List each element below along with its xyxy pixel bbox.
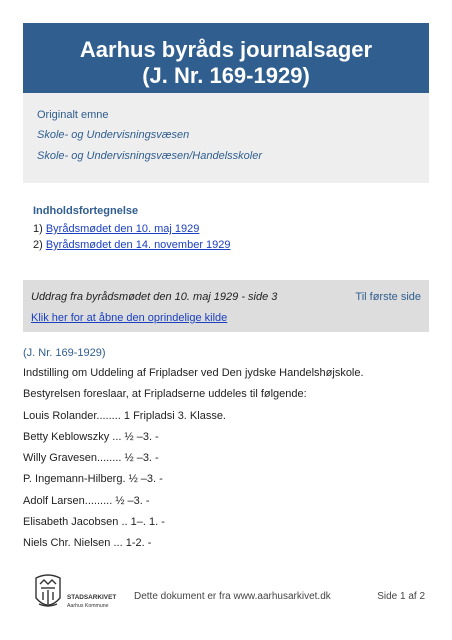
toc-item-number: 1) xyxy=(33,223,43,235)
table-of-contents xyxy=(33,205,231,253)
footer-source-text: Dette dokument er fra www.aarhusarkivet.dk xyxy=(134,591,331,602)
logo-text-line1: STADSARKIVET xyxy=(67,594,117,601)
case-reference: (J. Nr. 169-1929) xyxy=(23,347,106,359)
first-page-link[interactable]: Til første side xyxy=(355,291,421,303)
body-line: Niels Chr. Nielsen ... 1-2. - xyxy=(23,537,152,550)
open-original-source-link[interactable]: Klik her for at åbne den oprindelige kilde xyxy=(31,312,228,324)
body-line: P. Ingemann-Hilberg. ½ –3. - xyxy=(23,473,163,486)
excerpt-bar xyxy=(23,280,429,332)
toc-title: Indholdsfortegnelse xyxy=(33,205,139,217)
subject-panel xyxy=(23,93,429,183)
document-body xyxy=(23,346,429,558)
document-header xyxy=(23,23,429,93)
toc-link-meeting-may-1929[interactable]: Byrådsmødet den 10. maj 1929 xyxy=(45,223,200,235)
document-case-number: (J. Nr. 169-1929) xyxy=(142,63,310,88)
toc-item xyxy=(33,221,231,237)
toc-item-number: 2) xyxy=(33,239,43,251)
subject-label: Originalt emne xyxy=(37,109,109,121)
body-line: Willy Gravesen........ ½ –3. - xyxy=(23,452,159,465)
subject-item: Skole- og Undervisningsvæsen/Handelsskoler xyxy=(37,150,263,162)
body-line: Elisabeth Jacobsen .. 1–. 1. - xyxy=(23,516,165,529)
document-title: Aarhus byråds journalsager xyxy=(79,37,373,62)
excerpt-title: Uddrag fra byrådsmødet den 10. maj 1929 - side 3 xyxy=(31,291,278,303)
body-line: Betty Keblowszky ... ½ –3. - xyxy=(23,430,159,443)
toc-link-meeting-november-1929[interactable]: Byrådsmødet den 14. november 1929 xyxy=(45,239,231,251)
body-line: Louis Rolander........ 1 Fripladsi 3. Klasse. xyxy=(23,409,226,422)
toc-item xyxy=(33,237,231,253)
body-line: Indstilling om Uddeling af Fripladser ved Den jydske Handelshøjskole. xyxy=(23,367,364,379)
page-footer xyxy=(0,568,452,628)
page-number: Side 1 af 2 xyxy=(377,591,425,602)
body-line: Bestyrelsen foreslaar, at Fripladserne uddeles til følgende: xyxy=(23,388,307,401)
subject-item: Skole- og Undervisningsvæsen xyxy=(37,129,190,141)
stadsarkivet-logo xyxy=(30,570,126,618)
body-line: Adolf Larsen......... ½ –3. - xyxy=(23,494,150,507)
logo-text-line2: Aarhus Kommune xyxy=(67,603,109,609)
